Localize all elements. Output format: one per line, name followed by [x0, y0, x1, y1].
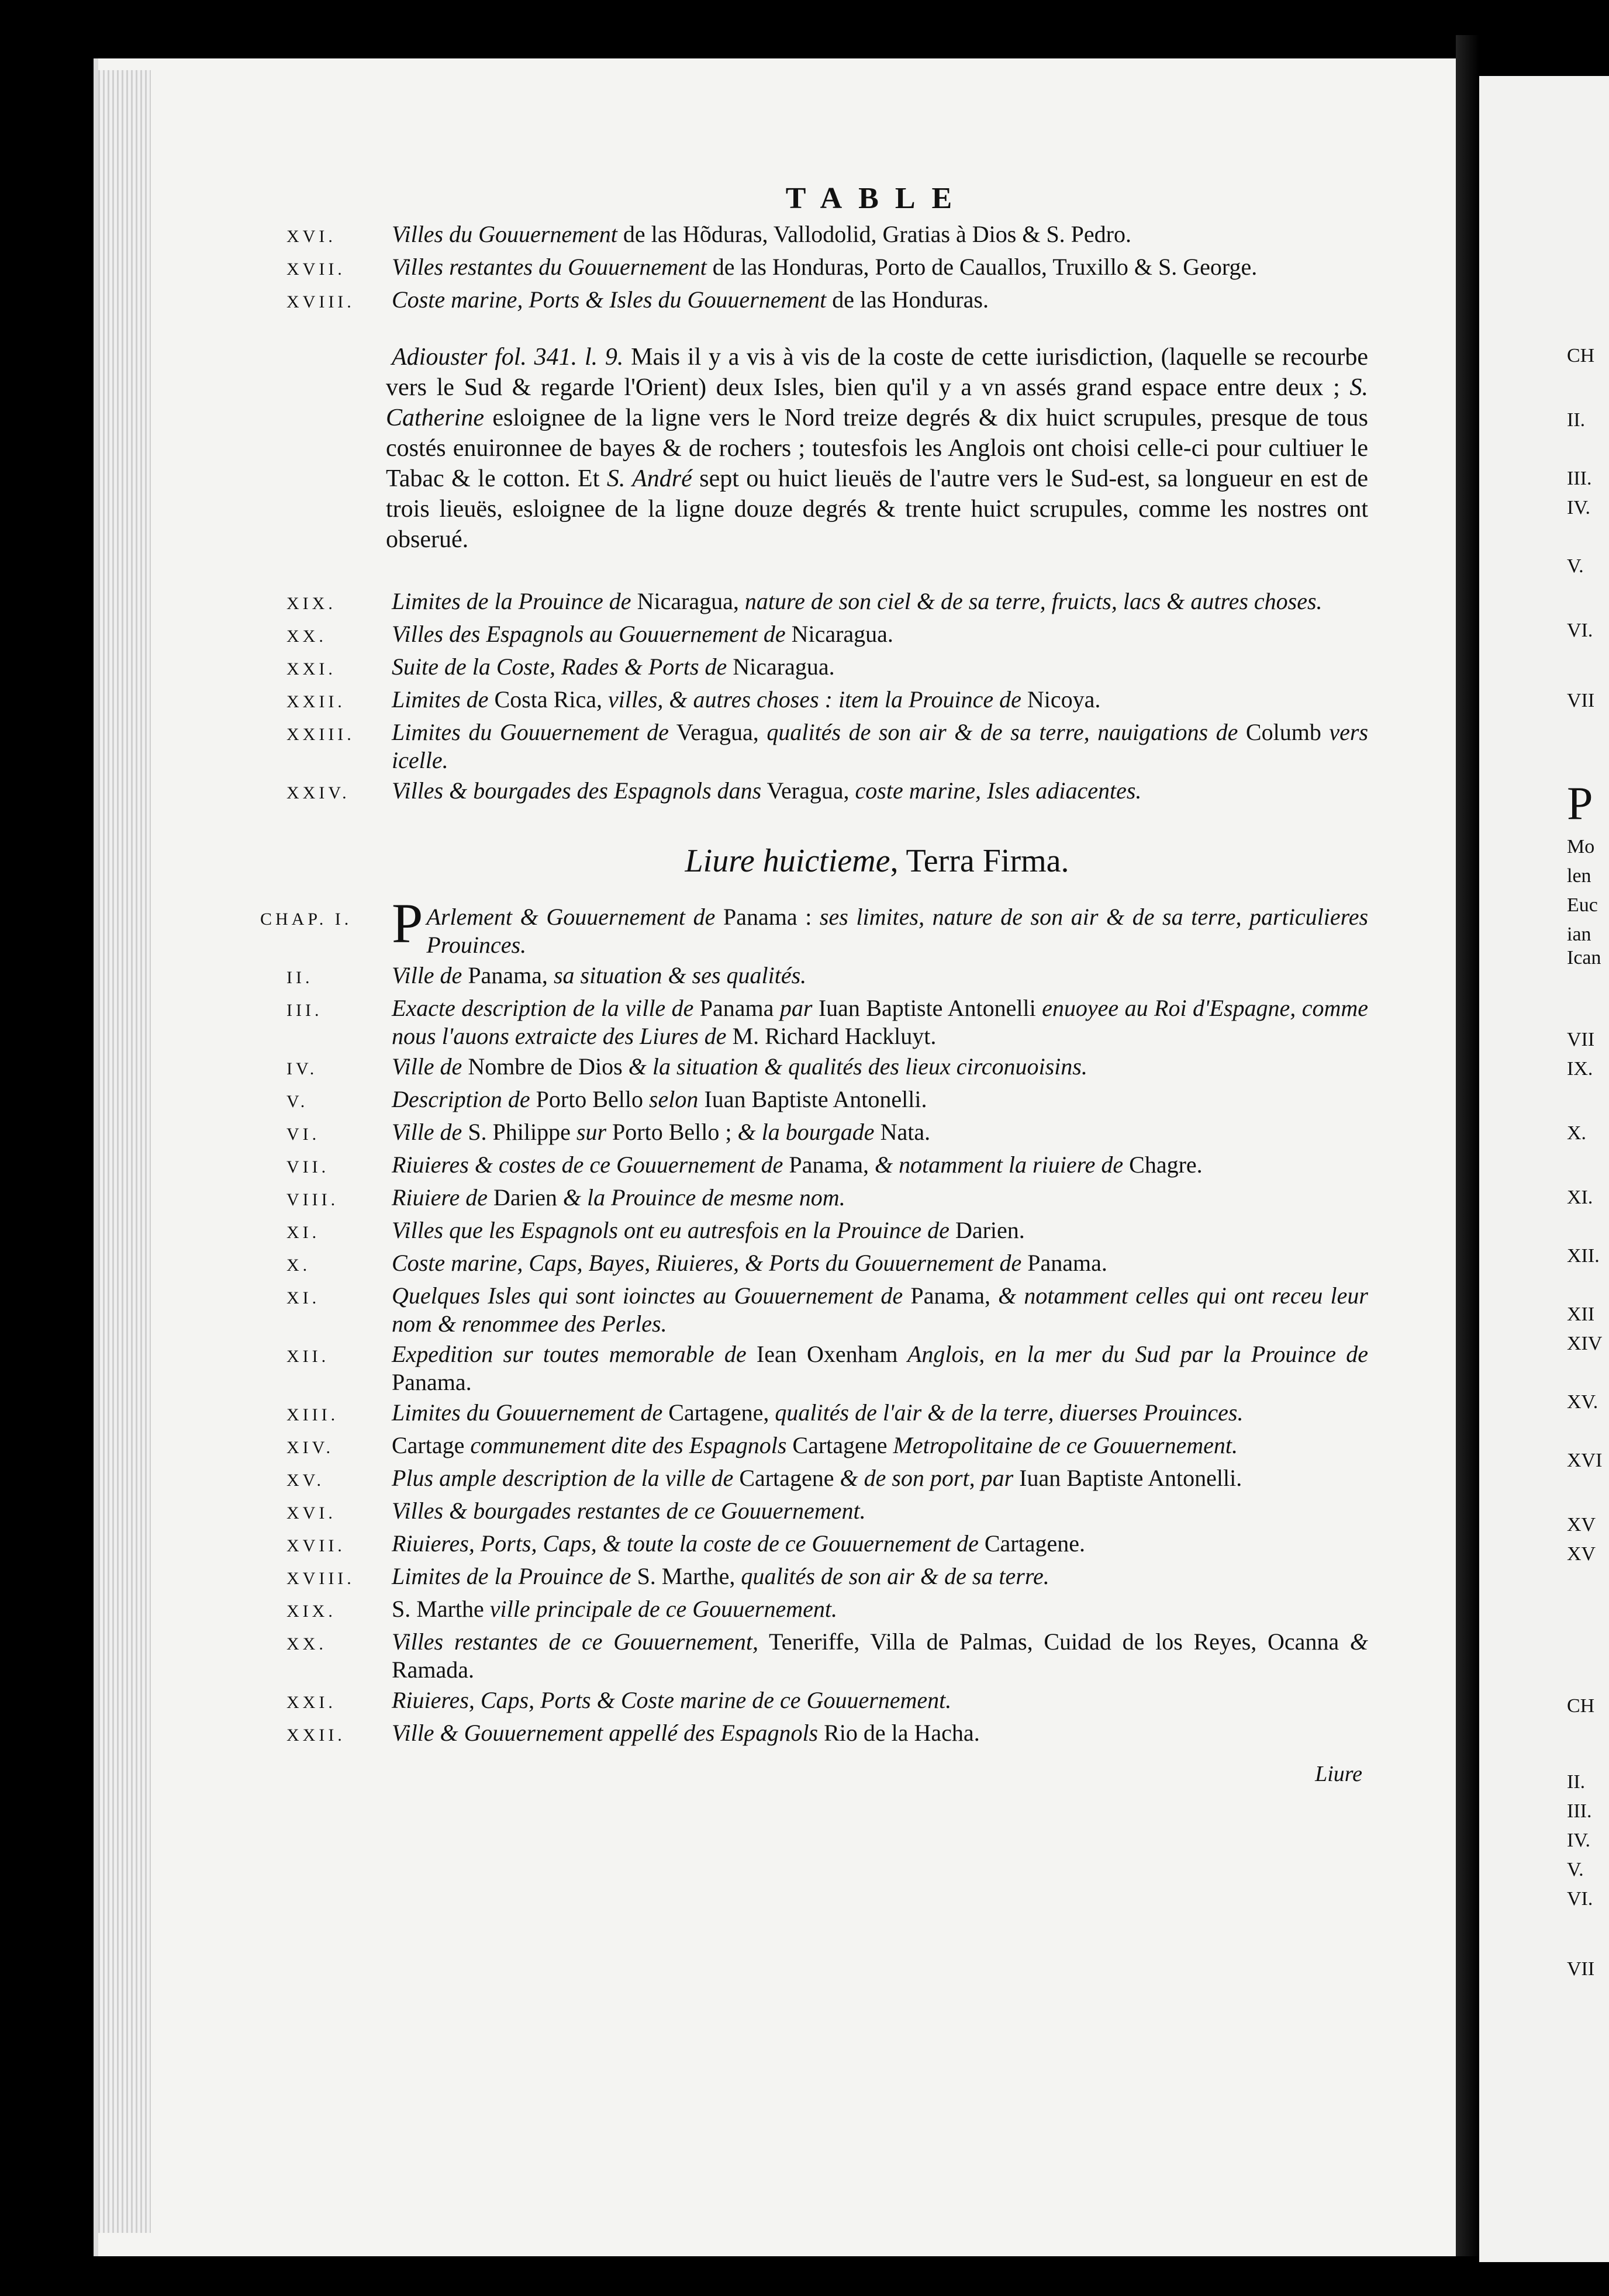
roman-text: de las Honduras.: [826, 286, 989, 313]
right-page-fragment: CH: [1567, 1695, 1595, 1717]
entry-numeral: VIII.: [286, 1190, 339, 1209]
right-page-fragment: Ican: [1567, 947, 1601, 969]
chapter-entry: [286, 1340, 1368, 1396]
roman-text: Nata.: [874, 1119, 931, 1145]
addendum-name1: S. Catherine: [386, 374, 1368, 431]
italic-text: Ville & Gouuernement appellé des Espagnols: [392, 1720, 819, 1746]
italic-text: Limites du Gouuernement de: [392, 1399, 663, 1426]
entry-numeral: XVII.: [286, 260, 346, 279]
entry-text: [392, 1282, 1368, 1338]
italic-text: selon: [643, 1086, 699, 1112]
italic-text: sur: [570, 1119, 607, 1145]
italic-text: Villes & bourgades des Espagnols dans: [392, 777, 762, 804]
italic-text: Limites du Gouuernement de: [392, 719, 669, 745]
entry-text: [392, 777, 1368, 805]
entry-text: [392, 1595, 1368, 1623]
entry-numeral: XIV.: [286, 1438, 334, 1457]
entry-numeral: XVI.: [286, 1503, 336, 1523]
entry-numeral: XX.: [286, 627, 327, 646]
entry-text: [392, 1530, 1368, 1558]
roman-text: Nombre de Dios: [462, 1053, 623, 1080]
right-page-fragment: II.: [1567, 1771, 1586, 1793]
chapter-list: [260, 892, 1369, 1749]
italic-text: Villes restantes du Gouuernement: [392, 254, 707, 280]
entry-numeral: XI.: [286, 1288, 320, 1308]
right-page-fragment: VII: [1567, 1958, 1595, 1980]
entry-text: [392, 1085, 1368, 1114]
italic-text: & la bourgade: [731, 1119, 875, 1145]
roman-text: Panama.: [392, 1369, 472, 1395]
roman-text: Rio de la Hacha.: [818, 1720, 980, 1746]
chapter-entry: [286, 1184, 1368, 1214]
italic-text: qualités de son air & de sa terre.: [735, 1563, 1049, 1589]
roman-text: de las Honduras, Porto de Cauallos, Truxillo & S. George.: [706, 254, 1258, 280]
right-page-fragment: XII.: [1567, 1245, 1600, 1267]
roman-text: Panama,: [462, 962, 548, 988]
right-page-fragment: IX.: [1567, 1058, 1593, 1080]
entry-numeral: XII.: [286, 1347, 330, 1366]
addendum-ref: Adiouster fol. 341. l. 9.: [392, 344, 624, 371]
entry-numeral: VII.: [286, 1157, 330, 1177]
chapter-entry: [286, 1464, 1368, 1495]
roman-text: Cartagene.: [978, 1530, 1086, 1557]
entry-text: [392, 1464, 1368, 1492]
italic-text: coste marine, Isles adiacentes.: [849, 777, 1142, 804]
right-page-fragment: len: [1567, 865, 1591, 887]
roman-text: Nicaragua,: [631, 588, 739, 614]
entry-text: [392, 892, 1369, 959]
chapter-entry: [286, 1249, 1368, 1280]
roman-text: de las Hõduras, Vallodolid, Gratias à Dios & S. Pedro.: [617, 221, 1132, 247]
italic-text: qualités de l'air & de la terre, diuerses Prouinces.: [769, 1399, 1244, 1426]
right-page-fragment: III.: [1567, 468, 1592, 489]
italic-text: & notamment celles qui ont receu leur nom & renommee des Perles.: [392, 1282, 1368, 1337]
italic-text: Villes du Gouuernement: [392, 221, 617, 247]
italic-text: Riuieres & costes de ce Gouuernement de: [392, 1152, 783, 1178]
roman-text: Panama.: [1021, 1250, 1107, 1276]
italic-text: Plus ample description de la ville de: [392, 1465, 734, 1491]
roman-text: S. Marthe: [392, 1596, 484, 1622]
entry-numeral: III.: [286, 1001, 323, 1020]
roman-text: Cartagene,: [662, 1399, 769, 1426]
entry-text: [392, 1686, 1368, 1714]
italic-text: Ville de: [392, 962, 462, 988]
italic-text: Expedition sur toutes memorable de: [392, 1341, 747, 1367]
italic-text: Riuieres, Caps, Ports & Coste marine de ce Gouuernement.: [392, 1687, 952, 1713]
italic-text: enuoyee au Roi d'Espagne, comme nous l'auons extraicte des Liures de: [392, 995, 1369, 1049]
roman-text: S. Philippe: [462, 1119, 571, 1145]
roman-text: Nicoya.: [1021, 686, 1101, 713]
entry-numeral: XVIII.: [286, 1569, 355, 1588]
toc-entry: [286, 286, 1368, 316]
italic-text: villes, & autres choses : item la Prouince de: [602, 686, 1021, 713]
entry-text: [392, 1399, 1368, 1427]
italic-text: Riuieres, Ports, Caps, & toute la coste de ce Gouuernement de: [392, 1530, 979, 1557]
italic-text: Limites de la Prouince de: [392, 1563, 631, 1589]
italic-text: &: [1339, 1628, 1368, 1655]
right-page-fragment: XV: [1567, 1514, 1596, 1536]
entries-mid: [286, 587, 1369, 807]
italic-text: Arlement & Gouuernement de: [426, 904, 716, 930]
entry-numeral: XXI.: [286, 659, 336, 679]
right-page-fragment: III.: [1567, 1800, 1592, 1822]
roman-text: Iuan Baptiste Antonelli.: [1013, 1465, 1242, 1491]
entry-numeral: IV.: [286, 1059, 318, 1078]
addendum-text2: esloignee de la ligne vers le Nord treize degrés & dix huict scrupules, presque de tous costés enuironnee de bayes & de rochers ; toutesfois les Anglois ont choisi celle-ci pour cultiuer le Tabac & le cotton. Et: [386, 404, 1368, 492]
roman-text: Iuan Baptiste Antonelli: [812, 995, 1036, 1021]
italic-text: Description de: [392, 1086, 530, 1112]
roman-text: Columb: [1238, 719, 1321, 745]
italic-text: Coste marine, Ports & Isles du Gouuernement: [392, 286, 827, 313]
entry-text: [392, 962, 1368, 990]
italic-text: Ville de: [392, 1053, 462, 1080]
right-page-fragment: VI.: [1567, 1888, 1593, 1910]
italic-text: ville principale de ce Gouuernement.: [484, 1596, 838, 1622]
toc-entry: [286, 718, 1369, 774]
entry-numeral: XVII.: [286, 1536, 346, 1555]
chapter-entry: [286, 1595, 1368, 1626]
entry-numeral: XI.: [286, 1223, 320, 1242]
italic-text: Coste marine, Caps, Bayes, Riuieres, & Ports du Gouuernement de: [392, 1250, 1022, 1276]
roman-text: Panama: [693, 995, 774, 1021]
entry-numeral: XXIV.: [286, 783, 350, 803]
chapter-entry: [286, 1053, 1368, 1083]
entry-numeral: XIII.: [286, 1405, 339, 1424]
right-page-fragment: XII: [1567, 1303, 1595, 1325]
table-of-contents: [260, 181, 1369, 1787]
roman-text: Iuan Baptiste Antonelli.: [698, 1086, 927, 1112]
roman-text: Iean Oxenham: [746, 1341, 898, 1367]
entry-text: [392, 220, 1368, 248]
chapter-entry: [286, 1628, 1368, 1684]
italic-text: Villes des Espagnols au Gouuernement de: [392, 621, 786, 647]
roman-text: Chagre.: [1123, 1152, 1203, 1178]
right-page-fragment: V.: [1567, 555, 1584, 577]
entry-numeral: XXII.: [286, 1726, 346, 1745]
entry-numeral: XXII.: [286, 692, 346, 711]
right-page-fragment: VII: [1567, 690, 1595, 711]
entries-top: [286, 220, 1368, 316]
chapter-entry: [286, 1216, 1368, 1247]
book-title-rest: , Terra Firma.: [890, 843, 1069, 879]
right-page-fragment: Euc: [1567, 894, 1598, 916]
italic-text: sa situation & ses qualités.: [547, 962, 807, 988]
italic-text: nature de son ciel & de sa terre, fruicts, lacs & autres choses.: [738, 588, 1323, 614]
right-page-fragment: II.: [1567, 409, 1586, 431]
entry-text: [392, 1562, 1368, 1590]
drop-cap: P: [392, 892, 423, 955]
entry-numeral: XIX.: [286, 594, 336, 613]
entry-numeral: XVI.: [286, 227, 336, 246]
right-page-fragment: XV: [1567, 1543, 1596, 1565]
chapter-entry: [286, 1686, 1368, 1717]
roman-text: Darien: [488, 1184, 557, 1211]
entry-numeral: VI.: [286, 1125, 320, 1144]
entry-text: [392, 1340, 1368, 1396]
chapter-entry: [286, 962, 1368, 992]
right-page: [1479, 76, 1609, 2262]
entry-text: [392, 1053, 1368, 1081]
right-page-fragment: P: [1567, 778, 1593, 829]
roman-text: Ramada.: [392, 1657, 475, 1683]
right-page-fragment: XVI: [1567, 1450, 1603, 1471]
chapter-entry: [286, 1562, 1368, 1593]
entry-numeral: XV.: [286, 1471, 324, 1490]
italic-text: & la situation & qualités des lieux circonuoisins.: [622, 1053, 1087, 1080]
toc-entry: [286, 777, 1368, 807]
roman-text: Cartagene: [733, 1465, 834, 1491]
right-page-fragment: CH: [1567, 345, 1595, 366]
italic-text: & la Prouince de mesme nom.: [557, 1184, 845, 1211]
italic-text: Anglois, en la mer du Sud par la Prouince de: [897, 1341, 1368, 1367]
italic-text: Ville de: [392, 1119, 462, 1145]
entry-text: [392, 1216, 1368, 1244]
chapter-entry: [286, 1497, 1368, 1527]
roman-text: Panama :: [715, 904, 812, 930]
italic-text: & notamment la riuiere de: [869, 1152, 1124, 1178]
roman-text: Costa Rica,: [488, 686, 602, 713]
roman-text: Cartage: [392, 1432, 465, 1458]
entry-text: [392, 620, 1368, 648]
italic-text: & de son port, par: [834, 1465, 1014, 1491]
entry-text: [392, 1249, 1368, 1277]
right-page-fragment: VI.: [1567, 620, 1593, 641]
page-edges: [98, 70, 151, 2233]
roman-text: Cartagene: [786, 1432, 888, 1458]
entry-numeral: CHAP. I.: [260, 910, 353, 929]
addendum-paragraph: [386, 342, 1368, 555]
entry-numeral: XXIII.: [286, 725, 355, 744]
entry-text: [392, 587, 1368, 616]
chapter-entry: [286, 1399, 1368, 1429]
roman-text: Darien.: [949, 1217, 1025, 1243]
chapter-entry: [286, 1719, 1368, 1749]
italic-text: communement dite des Espagnols: [464, 1432, 787, 1458]
entry-numeral: XX.: [286, 1634, 327, 1654]
entry-text: [392, 1431, 1368, 1460]
book-gutter: [1456, 35, 1479, 2256]
entry-numeral: X.: [286, 1256, 311, 1275]
entry-text: [392, 1719, 1368, 1747]
entry-text: [392, 1118, 1368, 1146]
roman-text: Veragua,: [668, 719, 759, 745]
right-page-fragment: VII: [1567, 1029, 1595, 1050]
italic-text: Limites de la Prouince de: [392, 588, 631, 614]
chapter-entry: [286, 1282, 1368, 1338]
italic-text: ses limites, nature de son air & de sa terre, particulieres Prouinces.: [426, 904, 1369, 958]
roman-text: Veragua,: [761, 777, 850, 804]
entry-text: [392, 1497, 1368, 1525]
right-page-fragment: V.: [1567, 1859, 1584, 1880]
italic-text: Quelques Isles qui sont ioinctes au Gouuernement de: [392, 1282, 903, 1309]
entry-text: [392, 994, 1368, 1050]
toc-entry: [286, 653, 1368, 683]
italic-text: Villes que les Espagnols ont eu autresfois en la Prouince de: [392, 1217, 949, 1243]
chapter-entry: [286, 1151, 1368, 1181]
right-page-fragment: IV.: [1567, 1830, 1590, 1851]
roman-text: Panama,: [903, 1282, 990, 1309]
chapter-entry: [260, 892, 1369, 959]
italic-text: Villes restantes de ce Gouuernement,: [392, 1628, 758, 1655]
catchword: Liure: [1315, 1762, 1362, 1786]
italic-text: Metropolitaine de ce Gouuernement.: [887, 1432, 1238, 1458]
chapter-entry: [286, 1118, 1368, 1149]
roman-text: Panama,: [783, 1152, 869, 1178]
entry-numeral: II.: [286, 968, 313, 987]
entry-text: [392, 253, 1368, 281]
chapter-entry: [286, 994, 1369, 1050]
entry-text: [392, 686, 1368, 714]
entry-text: [392, 1628, 1368, 1684]
chapter-entry: [286, 1530, 1368, 1560]
addendum-name2: S. André: [606, 465, 692, 492]
italic-text: par: [774, 995, 813, 1021]
roman-text: Porto Bello ;: [606, 1119, 732, 1145]
italic-text: Villes & bourgades restantes de ce Gouuernement.: [392, 1498, 866, 1524]
italic-text: vers icelle.: [392, 719, 1369, 773]
entry-text: [392, 1184, 1368, 1212]
entry-text: [392, 653, 1368, 681]
right-page-fragment: Mo: [1567, 836, 1595, 857]
entry-numeral: XVIII.: [286, 292, 355, 312]
toc-entry: [286, 686, 1368, 716]
toc-entry: [286, 220, 1368, 251]
entry-text: [392, 1151, 1368, 1179]
entry-text: [392, 286, 1368, 314]
book-title-italic: Liure huictieme: [685, 843, 890, 879]
right-page-fragment: X.: [1567, 1122, 1587, 1144]
entry-numeral: XXI.: [286, 1693, 336, 1712]
chapter-entry: [286, 1431, 1368, 1462]
page-title: TABLE: [785, 182, 969, 215]
entry-numeral: XIX.: [286, 1602, 336, 1621]
roman-text: Teneriffe, Villa de Palmas, Cuidad de los Reyes, Ocanna: [758, 1628, 1339, 1655]
right-page-fragment: XV.: [1567, 1391, 1598, 1413]
roman-text: M. Richard Hackluyt.: [726, 1023, 937, 1049]
chapter-entry: [286, 1085, 1368, 1116]
addendum-text: Mais il y a vis à vis de la coste de cette iurisdiction, (laquelle se recourbe vers le Sud & regarde l'Orient) deux Isles, bien qu'il y a vn assés grand espace entre deux ;: [386, 344, 1368, 401]
toc-entry: [286, 587, 1368, 618]
right-page-fragment: XI.: [1567, 1187, 1593, 1208]
italic-text: Riuiere de: [392, 1184, 488, 1211]
roman-text: Nicaragua.: [727, 653, 835, 680]
roman-text: S. Marthe,: [631, 1563, 736, 1589]
toc-entry: [286, 253, 1368, 283]
entry-numeral: V.: [286, 1092, 309, 1111]
italic-text: Exacte description de la ville de: [392, 995, 694, 1021]
italic-text: Limites de: [392, 686, 489, 713]
italic-text: qualités de son air & de sa terre, nauigations de: [758, 719, 1238, 745]
right-page-fragment: IV.: [1567, 497, 1590, 518]
right-page-fragment: ian: [1567, 924, 1591, 945]
entry-text: [392, 718, 1368, 774]
italic-text: Suite de la Coste, Rades & Ports de: [392, 653, 727, 680]
toc-entry: [286, 620, 1368, 651]
roman-text: Nicaragua.: [785, 621, 893, 647]
addendum-text3: sept ou huict lieuës de l'autre vers le Sud-est, sa longueur en est de trois lieuës, esloignee de la ligne douze degrés & trente huict scrupules, comme les nostres ont obserué.: [386, 465, 1368, 553]
roman-text: Porto Bello: [530, 1086, 643, 1112]
right-page-fragment: XIV: [1567, 1333, 1603, 1354]
book-heading: [386, 842, 1368, 880]
